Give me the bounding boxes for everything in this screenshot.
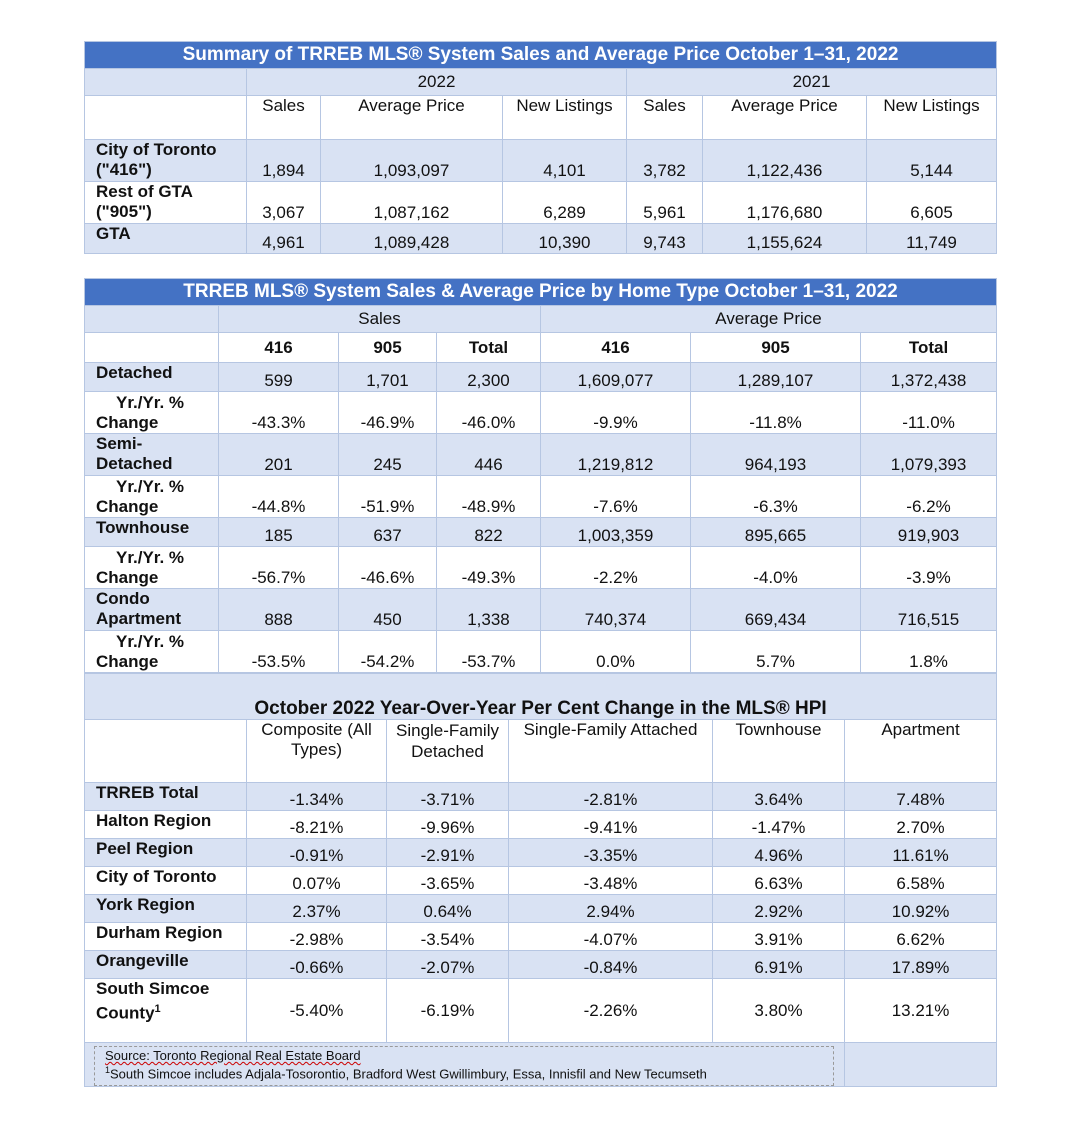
home-type-table [84,278,997,673]
change-label: Yr./Yr. % Change [85,547,219,589]
table-cell: 10.92% [845,895,997,923]
table-cell: -3.35% [509,839,713,867]
table-cell: 1,087,162 [321,182,503,224]
table-cell: -46.9% [339,392,437,434]
summary-table [84,41,997,254]
table-cell: -7.6% [541,476,691,518]
table-cell: 5,144 [867,140,997,182]
col-header: Total [437,333,541,363]
table-cell: 1,219,812 [541,434,691,476]
change-label: Yr./Yr. % Change [85,476,219,518]
row-label: Durham Region [85,923,247,951]
table-cell: 1,093,097 [321,140,503,182]
footnote-line: $^1$South Simcoe includes Adjala-Tosorontio, Bradford West Gwillimbury, Essa, Innisfil and New Tecumseth [105,1065,707,1082]
row-label: GTA [85,224,247,254]
table-cell: -49.3% [437,547,541,589]
table-cell: 1,338 [437,589,541,631]
table-cell: -11.0% [861,392,997,434]
row-label: Semi-Detached [85,434,219,476]
table-cell: 11.61% [845,839,997,867]
col-header: Sales [627,96,703,140]
table-cell: 895,665 [691,518,861,547]
sales-group-header: Sales [219,306,541,333]
table-cell: 0.64% [387,895,509,923]
table-cell: -11.8% [691,392,861,434]
year-2021-header: 2021 [627,69,997,96]
col-header: Townhouse [713,720,845,783]
table-cell: -3.71% [387,783,509,811]
change-label: Yr./Yr. % Change [85,631,219,673]
table-cell: 599 [219,363,339,392]
table-cell: 3,782 [627,140,703,182]
table-cell: -2.98% [247,923,387,951]
table-cell: -51.9% [339,476,437,518]
col-header: Composite (All Types) [247,720,387,783]
table-cell: -43.3% [219,392,339,434]
table-cell: 0.0% [541,631,691,673]
row-label: TRREB Total [85,783,247,811]
table-cell: -6.19% [387,979,509,1043]
empty-cell [85,69,247,96]
table-cell: -3.48% [509,867,713,895]
table-cell: 17.89% [845,951,997,979]
table-cell: 919,903 [861,518,997,547]
table-cell: 5,961 [627,182,703,224]
table-cell: -2.91% [387,839,509,867]
table-cell: 2.37% [247,895,387,923]
row-label: Detached [85,363,219,392]
row-label: Peel Region [85,839,247,867]
table-cell: -44.8% [219,476,339,518]
table-cell: -9.96% [387,811,509,839]
empty-cell [85,96,247,140]
table-cell: 6.58% [845,867,997,895]
table-cell: -6.2% [861,476,997,518]
table-cell: -3.54% [387,923,509,951]
source-line: Source: Toronto Regional Real Estate Board [105,1048,361,1063]
table-cell: 6,605 [867,182,997,224]
table-cell: 1,176,680 [703,182,867,224]
row-label: York Region [85,895,247,923]
table-cell: 201 [219,434,339,476]
table-cell: 9,743 [627,224,703,254]
row-label: Condo Apartment [85,589,219,631]
col-header: Total [861,333,997,363]
table-cell: -2.2% [541,547,691,589]
col-header: Sales [247,96,321,140]
table-cell: -8.21% [247,811,387,839]
table-cell: 4,101 [503,140,627,182]
col-header: 905 [339,333,437,363]
table-cell: 6.62% [845,923,997,951]
col-header: 905 [691,333,861,363]
table-cell: 450 [339,589,437,631]
table-cell: 1,372,438 [861,363,997,392]
table-cell: -2.07% [387,951,509,979]
table-cell: -0.91% [247,839,387,867]
table-cell: 6.91% [713,951,845,979]
table-cell: -54.2% [339,631,437,673]
table-cell: 2,300 [437,363,541,392]
col-header: New Listings [867,96,997,140]
summary-table-title: Summary of TRREB MLS® System Sales and Average Price October 1–31, 2022 [85,42,997,69]
table-cell: 1,155,624 [703,224,867,254]
table-cell: -9.9% [541,392,691,434]
table-cell: 2.70% [845,811,997,839]
table-cell: 7.48% [845,783,997,811]
table-cell: -6.3% [691,476,861,518]
table-cell: 1,089,428 [321,224,503,254]
table-cell: -2.26% [509,979,713,1043]
table-cell: 1,003,359 [541,518,691,547]
table-cell: -53.5% [219,631,339,673]
row-label: Rest of GTA ("905") [85,182,247,224]
table-cell: 716,515 [861,589,997,631]
table-cell: 245 [339,434,437,476]
table-cell: 1,609,077 [541,363,691,392]
home-type-table-title: TRREB MLS® System Sales & Average Price by Home Type October 1–31, 2022 [85,279,997,306]
source-note [94,1046,834,1086]
empty-cell [85,306,219,333]
table-cell: 1.8% [861,631,997,673]
table-cell: 0.07% [247,867,387,895]
row-label: Townhouse [85,518,219,547]
table-cell: -0.66% [247,951,387,979]
table-cell: -46.6% [339,547,437,589]
table-cell: 185 [219,518,339,547]
table-cell: -3.65% [387,867,509,895]
table-cell: -2.81% [509,783,713,811]
col-header: 416 [219,333,339,363]
table-cell: 1,079,393 [861,434,997,476]
table-cell: -48.9% [437,476,541,518]
table-cell: 3,067 [247,182,321,224]
table-cell: 446 [437,434,541,476]
table-cell: -56.7% [219,547,339,589]
table-cell: 4.96% [713,839,845,867]
table-cell: -4.0% [691,547,861,589]
table-cell: 2.92% [713,895,845,923]
row-label: City of Toronto [85,867,247,895]
col-header: Average Price [321,96,503,140]
table-cell: 669,434 [691,589,861,631]
table-cell: 6.63% [713,867,845,895]
hpi-table [84,673,997,1087]
table-cell: 822 [437,518,541,547]
table-cell: 964,193 [691,434,861,476]
row-label: Orangeville [85,951,247,979]
table-cell: 740,374 [541,589,691,631]
table-cell: -9.41% [509,811,713,839]
table-cell: -3.9% [861,547,997,589]
table-cell: 1,122,436 [703,140,867,182]
col-header: Apartment [845,720,997,783]
table-cell: 3.80% [713,979,845,1043]
row-label: City of Toronto ("416") [85,140,247,182]
year-2022-header: 2022 [247,69,627,96]
table-cell: 13.21% [845,979,997,1043]
empty-cell [85,720,247,783]
change-label: Yr./Yr. % Change [85,392,219,434]
table-cell: 4,961 [247,224,321,254]
empty-cell [845,1043,997,1087]
table-cell: 3.64% [713,783,845,811]
table-cell: 2.94% [509,895,713,923]
row-label: South Simcoe County$^1$ [85,979,247,1043]
table-cell: -5.40% [247,979,387,1043]
row-label: Halton Region [85,811,247,839]
table-cell: 1,701 [339,363,437,392]
col-header: New Listings [503,96,627,140]
table-cell: 1,289,107 [691,363,861,392]
table-cell: 10,390 [503,224,627,254]
col-header: Average Price [703,96,867,140]
table-cell: -46.0% [437,392,541,434]
price-group-header: Average Price [541,306,997,333]
col-header: Single-Family Detached [387,720,509,783]
table-cell: 888 [219,589,339,631]
table-cell: 6,289 [503,182,627,224]
table-cell: 637 [339,518,437,547]
table-cell: -0.84% [509,951,713,979]
table-cell: 1,894 [247,140,321,182]
table-cell: -4.07% [509,923,713,951]
table-cell: -53.7% [437,631,541,673]
table-cell: 3.91% [713,923,845,951]
table-cell: 11,749 [867,224,997,254]
empty-cell [85,333,219,363]
hpi-table-title: October 2022 Year-Over-Year Per Cent Change in the MLS® HPI [85,674,997,720]
table-cell: 5.7% [691,631,861,673]
table-cell: -1.34% [247,783,387,811]
table-cell: -1.47% [713,811,845,839]
col-header: 416 [541,333,691,363]
col-header: Single-Family Attached [509,720,713,783]
